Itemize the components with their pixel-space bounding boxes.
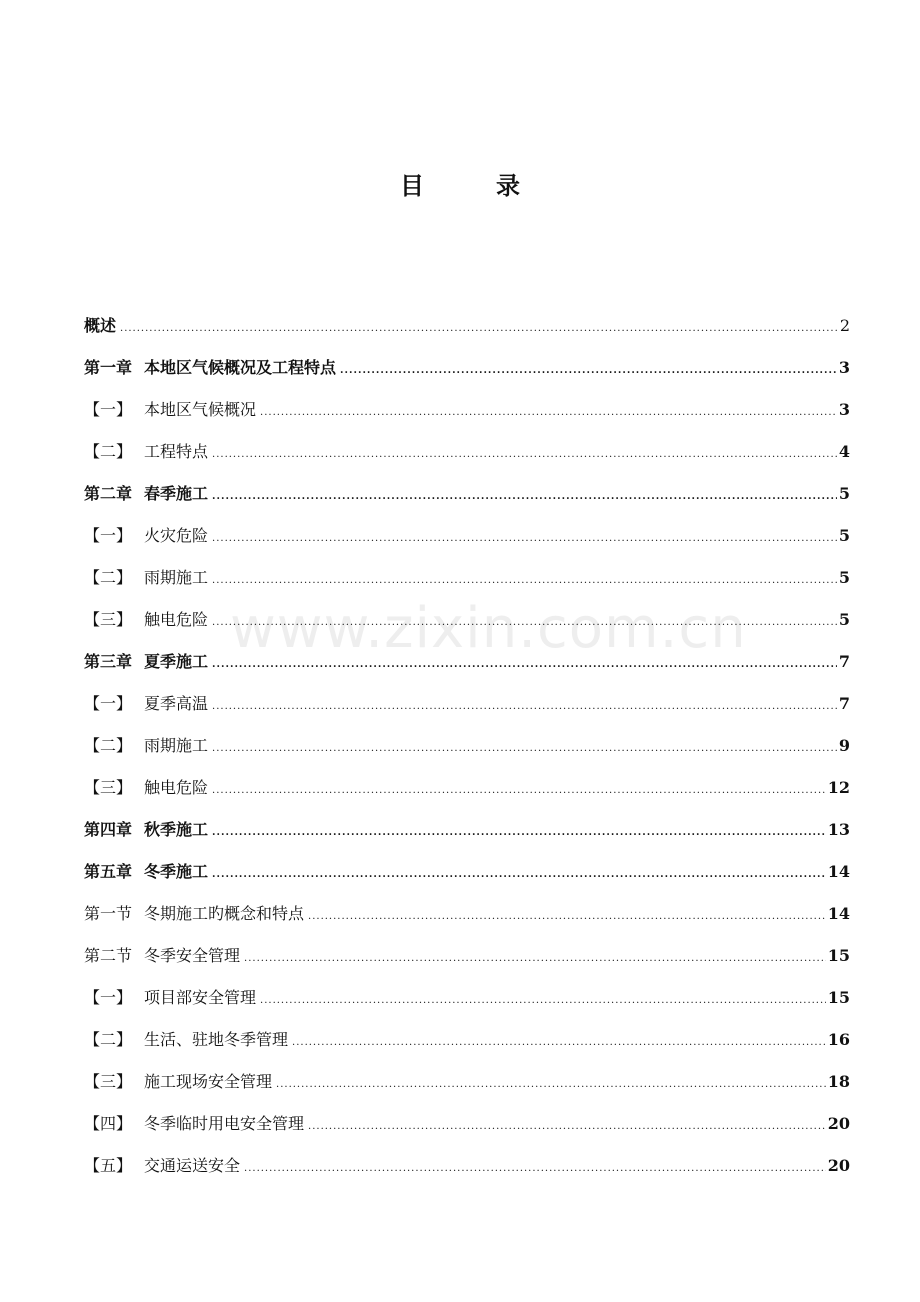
toc-leader	[212, 483, 837, 511]
toc-entry-label: 第一节 冬期施工旳概念和特点	[84, 900, 304, 928]
watermark: www.zixin.com.cn	[230, 596, 747, 661]
toc-entry-label: 第五章 冬季施工	[84, 858, 208, 886]
toc-entry-section[interactable]	[84, 1068, 850, 1110]
toc-leader	[212, 819, 826, 847]
toc-prefix: 【二】	[84, 736, 133, 755]
toc-entry-section[interactable]	[84, 1026, 850, 1068]
toc-prefix: 第三章	[84, 652, 133, 671]
toc-entry-chapter-1[interactable]	[84, 354, 850, 396]
toc-prefix: 【二】	[84, 442, 133, 461]
toc-prefix: 【一】	[84, 526, 133, 545]
toc-entry-section[interactable]	[84, 1110, 850, 1152]
toc-entry-label: 【一】 本地区气候概况	[84, 396, 256, 424]
toc-entry-label: 【二】 生活、驻地冬季管理	[84, 1026, 288, 1054]
toc-page-number: 16	[827, 1030, 850, 1049]
toc-page-number: 12	[827, 778, 850, 797]
toc-entry-label: 【一】 火灾危险	[84, 522, 208, 550]
toc-leader	[212, 693, 837, 721]
toc-page-number: 5	[838, 526, 850, 545]
toc-entry-subsection[interactable]	[84, 942, 850, 984]
toc-leader	[120, 315, 838, 343]
toc-prefix: 【三】	[84, 778, 133, 797]
toc-page-number: 3	[838, 358, 850, 377]
toc-page-number: 15	[827, 946, 850, 965]
table-of-contents	[84, 312, 850, 1194]
toc-leader	[260, 399, 837, 427]
toc-entry-label: 【三】 触电危险	[84, 774, 208, 802]
toc-prefix: 第二章	[84, 484, 133, 503]
toc-entry-label: 第一章 本地区气候概况及工程特点	[84, 354, 336, 382]
toc-entry-section[interactable]	[84, 438, 850, 480]
toc-leader	[212, 651, 837, 679]
toc-page-number: 5	[838, 568, 850, 587]
toc-entry-label: 【二】 雨期施工	[84, 564, 208, 592]
toc-entry-overview[interactable]	[84, 312, 850, 354]
toc-entry-label: 【一】 项目部安全管理	[84, 984, 256, 1012]
toc-prefix: 【五】	[84, 1156, 133, 1175]
toc-entry-section[interactable]	[84, 1152, 850, 1194]
toc-page-number: 5	[838, 484, 850, 503]
toc-leader	[212, 609, 837, 637]
toc-entry-label: 第二章 春季施工	[84, 480, 208, 508]
toc-entry-label: 【三】 施工现场安全管理	[84, 1068, 272, 1096]
toc-page-number: 2	[839, 316, 850, 335]
toc-prefix: 【二】	[84, 1030, 133, 1049]
toc-leader	[212, 861, 826, 889]
toc-page-number: 20	[827, 1156, 850, 1175]
toc-entry-label: 第二节 冬季安全管理	[84, 942, 240, 970]
toc-leader	[260, 987, 826, 1015]
toc-entry-section[interactable]	[84, 522, 850, 564]
toc-leader	[212, 735, 837, 763]
toc-prefix: 【二】	[84, 568, 133, 587]
toc-entry-label: 【四】 冬季临时用电安全管理	[84, 1110, 304, 1138]
toc-prefix: 第二节	[84, 946, 133, 965]
toc-leader	[308, 903, 826, 931]
toc-leader	[212, 777, 826, 805]
toc-page-number: 14	[827, 904, 850, 923]
toc-entry-section[interactable]	[84, 606, 850, 648]
toc-page-number: 3	[838, 400, 850, 419]
toc-prefix: 第一节	[84, 904, 133, 923]
toc-entry-chapter-3[interactable]	[84, 648, 850, 690]
toc-entry-section[interactable]	[84, 774, 850, 816]
toc-entry-label: 第三章 夏季施工	[84, 648, 208, 676]
toc-prefix: 第一章	[84, 358, 133, 377]
toc-prefix: 第四章	[84, 820, 133, 839]
toc-page-number: 9	[838, 736, 850, 755]
toc-page-number: 5	[838, 610, 850, 629]
toc-leader	[212, 441, 837, 469]
toc-leader	[276, 1071, 826, 1099]
toc-prefix: 【四】	[84, 1114, 133, 1133]
toc-entry-label: 【二】 雨期施工	[84, 732, 208, 760]
title-char-1: 目	[400, 172, 424, 200]
toc-entry-label: 第四章 秋季施工	[84, 816, 208, 844]
toc-page-number: 13	[827, 820, 850, 839]
toc-leader	[244, 945, 826, 973]
toc-entry-label: 【三】 触电危险	[84, 606, 208, 634]
toc-prefix: 【三】	[84, 1072, 133, 1091]
toc-entry-section[interactable]	[84, 396, 850, 438]
toc-prefix: 第五章	[84, 862, 133, 881]
toc-page-number: 18	[827, 1072, 850, 1091]
toc-entry-label: 【二】 工程特点	[84, 438, 208, 466]
toc-page-number: 7	[838, 652, 850, 671]
toc-page-number: 15	[827, 988, 850, 1007]
toc-prefix: 【一】	[84, 694, 133, 713]
toc-entry-chapter-5[interactable]	[84, 858, 850, 900]
toc-entry-label: 【五】 交通运送安全	[84, 1152, 240, 1180]
toc-leader	[212, 525, 837, 553]
toc-leader	[212, 567, 837, 595]
toc-entry-subsection[interactable]	[84, 900, 850, 942]
toc-prefix: 【三】	[84, 610, 133, 629]
toc-page-number: 7	[838, 694, 850, 713]
toc-leader	[340, 357, 837, 385]
toc-entry-section[interactable]	[84, 984, 850, 1026]
toc-leader	[308, 1113, 826, 1141]
toc-entry-label: 【一】 夏季高温	[84, 690, 208, 718]
toc-prefix: 【一】	[84, 400, 133, 419]
toc-entry-section[interactable]	[84, 732, 850, 774]
toc-entry-chapter-4[interactable]	[84, 816, 850, 858]
toc-entry-section[interactable]	[84, 690, 850, 732]
toc-prefix: 【一】	[84, 988, 133, 1007]
title-char-2: 录	[496, 172, 520, 200]
toc-leader	[292, 1029, 826, 1057]
toc-page-number: 4	[838, 442, 850, 461]
toc-entry-chapter-2[interactable]	[84, 480, 850, 522]
page-title	[0, 168, 920, 204]
toc-page-number: 14	[827, 862, 850, 881]
toc-leader	[244, 1155, 826, 1183]
toc-entry-section[interactable]	[84, 564, 850, 606]
toc-page-number: 20	[827, 1114, 850, 1133]
toc-entry-label: 概述	[84, 316, 117, 335]
